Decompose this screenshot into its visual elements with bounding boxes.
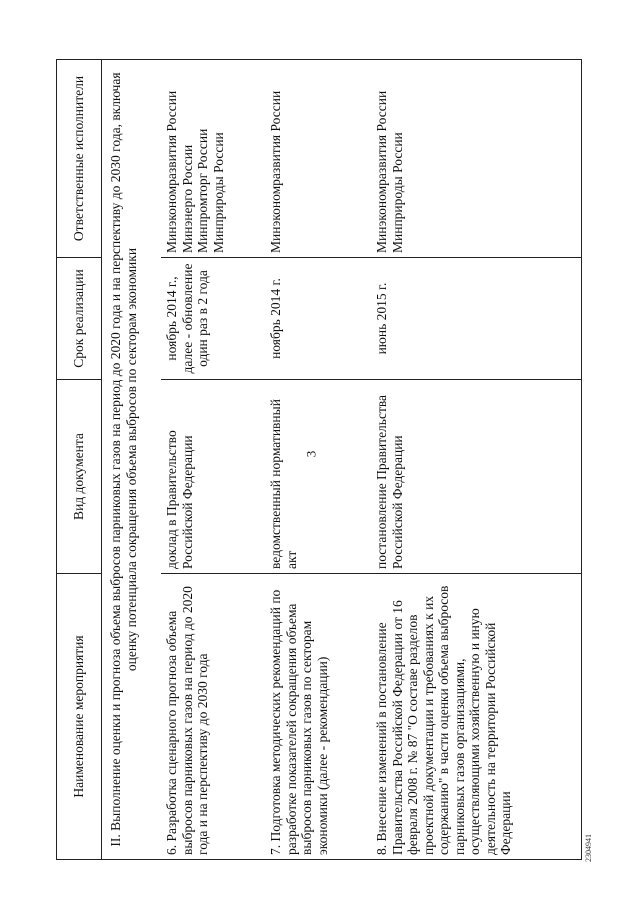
header-doc-type: Вид документа (57, 380, 102, 574)
row-doc: доклад в Правительство Российской Федерации (161, 380, 265, 574)
header-responsible: Ответственные исполнители (57, 60, 102, 258)
row-term: ноябрь 2014 г., далее - обновление один раз в 2 года (161, 258, 265, 380)
table-row (265, 60, 371, 860)
page-number: 3 (303, 450, 319, 458)
row-term: ноябрь 2014 г. (265, 258, 371, 380)
row-resp: Минэкономразвития России Минприроды России (371, 60, 581, 258)
section-row (102, 60, 162, 860)
table-row (371, 60, 581, 860)
header-term: Срок реализации (57, 258, 102, 380)
document-code: 2304941 (584, 834, 593, 862)
row-term: июнь 2015 г. (371, 258, 581, 380)
section-title: II. Выполнение оценки и прогноза объема выбросов парниковых газов на период до 2020 года и на перспективу до 2030 года, включая оценку потенциала сокращения объема выбросов по секторам экономики (102, 60, 162, 860)
row-doc: ведомственный нормативный акт (265, 380, 371, 574)
rotated-table-container (56, 60, 582, 860)
measures-table (56, 59, 582, 860)
table-header-row (57, 60, 102, 860)
row-resp: Минэкономразвития России (265, 60, 371, 258)
row-name: 7. Подготовка методических рекомендаций по разработке показателей сокращения объема выбросов парниковых газов по секторам экономики (далее - рекомендации) (265, 574, 371, 860)
table-row (161, 60, 265, 860)
row-name: 6. Разработка сценарного прогноза объема выбросов парниковых газов на период до 2020 года и на перспективу до 2030 года (161, 574, 265, 860)
header-name: Наименование мероприятия (57, 574, 102, 860)
row-name: 8. Внесение изменений в постановление Правительства Российской Федерации от 16 февраля 2008 г. № 87 "О составе разделов проектной документации и требованиях к их содержанию" в части оценки объема выбросов парниковых газов организациями, осуществляющими хозяйственную и иную деятельность на территории Российской Федерации (371, 574, 581, 860)
row-doc: постановление Правительства Российской Федерации (371, 380, 581, 574)
row-resp: Минэкономразвития России Минэнерго России Минпромторг России Минприроды России (161, 60, 265, 258)
